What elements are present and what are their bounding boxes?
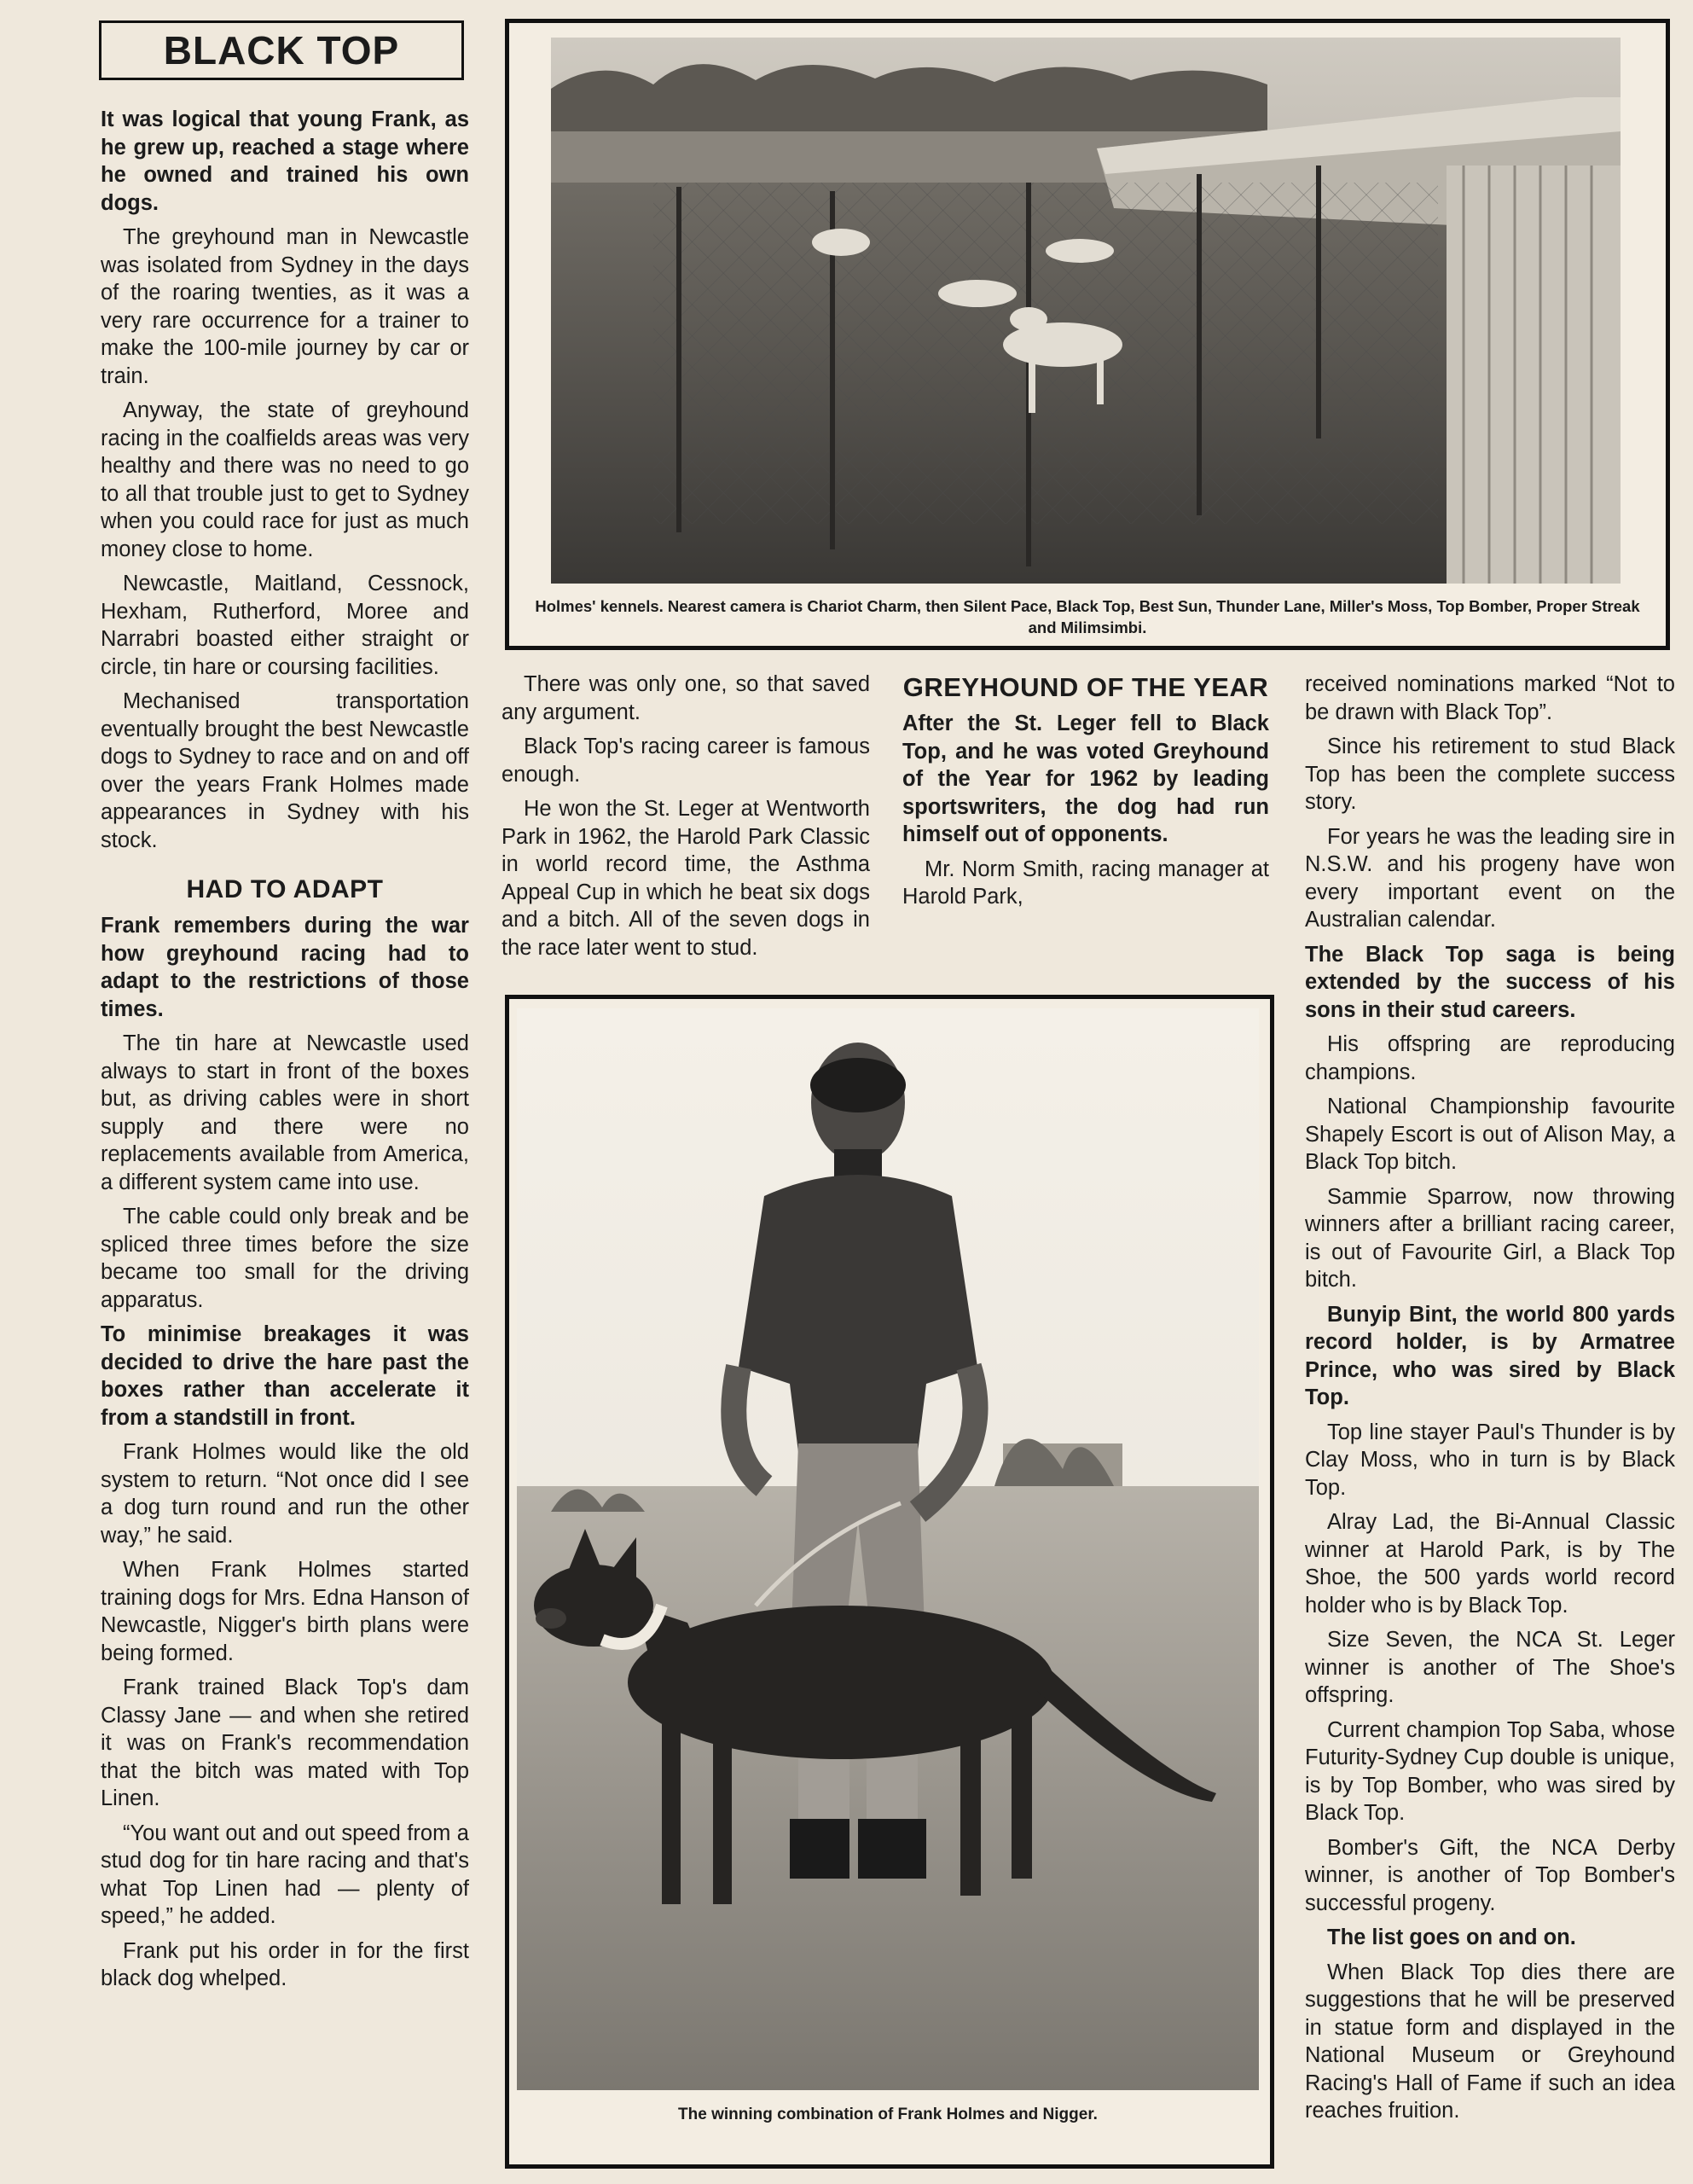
column-3 — [902, 671, 1269, 918]
paragraph: Mechanised transportation eventually brought the best Newcastle dogs to Sydney to race and on and off over the years Frank Holmes made appearances in Sydney with his stock. — [101, 689, 469, 852]
portrait-photo — [517, 1008, 1259, 2090]
paragraph: Newcastle, Maitland, Cessnock, Hexham, Rutherford, Moree and Narrabri boasted either straight or circle, tin hare or coursing facilities. — [101, 572, 469, 679]
bold-paragraph: To minimise breakages it was decided to drive the hare past the boxes rather than accelerate it from a standstill in front. — [101, 1322, 469, 1430]
bold-paragraph: Frank remembers during the war how greyhound racing had to adapt to the restrictions of those times. — [101, 914, 469, 1021]
paragraph: Current champion Top Saba, whose Futurity-Sydney Cup double is unique, is by Top Bomber, who was sired by Black Top. — [1305, 1717, 1675, 1825]
paragraph: The tin hare at Newcastle used always to start in front of the boxes but, as driving cables were in short supply and there were no replacements available from America, a different system came into use. — [101, 1031, 469, 1194]
paragraph: When Frank Holmes started training dogs for Mrs. Edna Hanson of Newcastle, Nigger's birth plans were being formed. — [101, 1558, 469, 1665]
bold-paragraph: The list goes on and on. — [1327, 1926, 1576, 1949]
paragraph: Alray Lad, the Bi-Annual Classic winner at Harold Park, is by The Shoe, the 500 yards world record holder who is by Black Top. — [1305, 1510, 1675, 1618]
paragraph: “You want out and out speed from a stud dog for tin hare racing and that's what Top Linen had — plenty of speed,” he added. — [101, 1821, 469, 1928]
paragraph: Black Top's racing career is famous enough. — [502, 735, 870, 787]
paragraph: Anyway, the state of greyhound racing in the coalfields areas was very healthy and there was no need to go to all that trouble just to get to Sydney when you could race for just as much money close to home. — [101, 398, 469, 561]
column-1 — [101, 106, 469, 2000]
paragraph: For years he was the leading sire in N.S.W. and his progeny have won every important event on the Australian calendar. — [1305, 824, 1675, 932]
kennels-photo — [551, 38, 1621, 584]
bold-paragraph: The Black Top saga is being extended by the success of his sons in their stud careers. — [1305, 942, 1675, 1022]
subheading-had-to-adapt: HAD TO ADAPT — [186, 875, 384, 903]
article-title: BLACK TOP — [163, 28, 400, 73]
paragraph: received nominations marked “Not to be drawn with Black Top”. — [1305, 672, 1675, 724]
paragraph: He won the St. Leger at Wentworth Park in 1962, the Harold Park Classic in world record time, the Asthma Appeal Cup in which he beat six dogs and a bitch. All of the seven dogs in the race later went to stud. — [502, 797, 870, 960]
bold-paragraph: After the St. Leger fell to Black Top, and he was voted Greyhound of the Year for 1962 by leading sportswriters, the dog had run himself out of opponents. — [902, 712, 1269, 846]
bold-paragraph: Bunyip Bint, the world 800 yards record holder, is by Armatree Prince, who was sired by Black Top. — [1305, 1302, 1675, 1409]
paragraph: Bomber's Gift, the NCA Derby winner, is another of Top Bomber's successful progeny. — [1305, 1835, 1675, 1915]
paragraph: National Championship favourite Shapely Escort is out of Alison May, a Black Top bitch. — [1305, 1095, 1675, 1174]
paragraph: Sammie Sparrow, now throwing winners after a brilliant racing career, is out of Favourite Girl, a Black Top bitch. — [1305, 1184, 1675, 1292]
paragraph: Frank trained Black Top's dam Classy Jane — and when she retired it was on Frank's recommendation that the bitch was mated with Top Linen. — [101, 1676, 469, 1810]
kennels-photo-caption: Holmes' kennels. Nearest camera is Chariot Charm, then Silent Pace, Black Top, Best Sun, Thunder Lane, Miller's Moss, Top Bomber, Proper Streak and Milimsimbi. — [535, 597, 1640, 636]
paragraph: Top line stayer Paul's Thunder is by Clay Moss, who in turn is by Black Top. — [1305, 1420, 1675, 1500]
paragraph: The greyhound man in Newcastle was isolated from Sydney in the days of the roaring twenties, as it was a very rare occurrence for a trainer to make the 100-mile journey by car or train. — [101, 225, 469, 388]
paragraph: Mr. Norm Smith, racing manager at Harold Park, — [902, 857, 1269, 909]
paragraph: There was only one, so that saved any argument. — [502, 672, 870, 724]
paragraph: When Black Top dies there are suggestions that he will be preserved in statue form and displayed in the National Museum or Greyhound Racing's Hall of Fame if such an idea reaches fruition. — [1305, 1960, 1675, 2123]
paragraph: Since his retirement to stud Black Top has been the complete success story. — [1305, 735, 1675, 814]
lead-paragraph: It was logical that young Frank, as he grew up, reached a stage where he owned and trained his own dogs. — [101, 107, 469, 215]
article-title-box — [99, 20, 464, 80]
column-2 — [502, 671, 870, 968]
column-4 — [1305, 671, 1675, 2132]
paragraph: Frank put his order in for the first black dog whelped. — [101, 1938, 469, 1990]
subheading-greyhound-of-the-year: GREYHOUND OF THE YEAR — [902, 672, 1269, 702]
paragraph: Size Seven, the NCA St. Leger winner is another of The Shoe's offspring. — [1305, 1628, 1675, 1707]
portrait-photo-caption: The winning combination of Frank Holmes and Nigger. — [678, 2106, 1098, 2123]
paragraph: His offspring are reproducing champions. — [1305, 1032, 1675, 1084]
paragraph: The cable could only break and be spliced three times before the size became too small for the driving apparatus. — [101, 1205, 469, 1312]
paragraph: Frank Holmes would like the old system to return. “Not once did I see a dog turn round and run the other way,” he said. — [101, 1440, 469, 1548]
